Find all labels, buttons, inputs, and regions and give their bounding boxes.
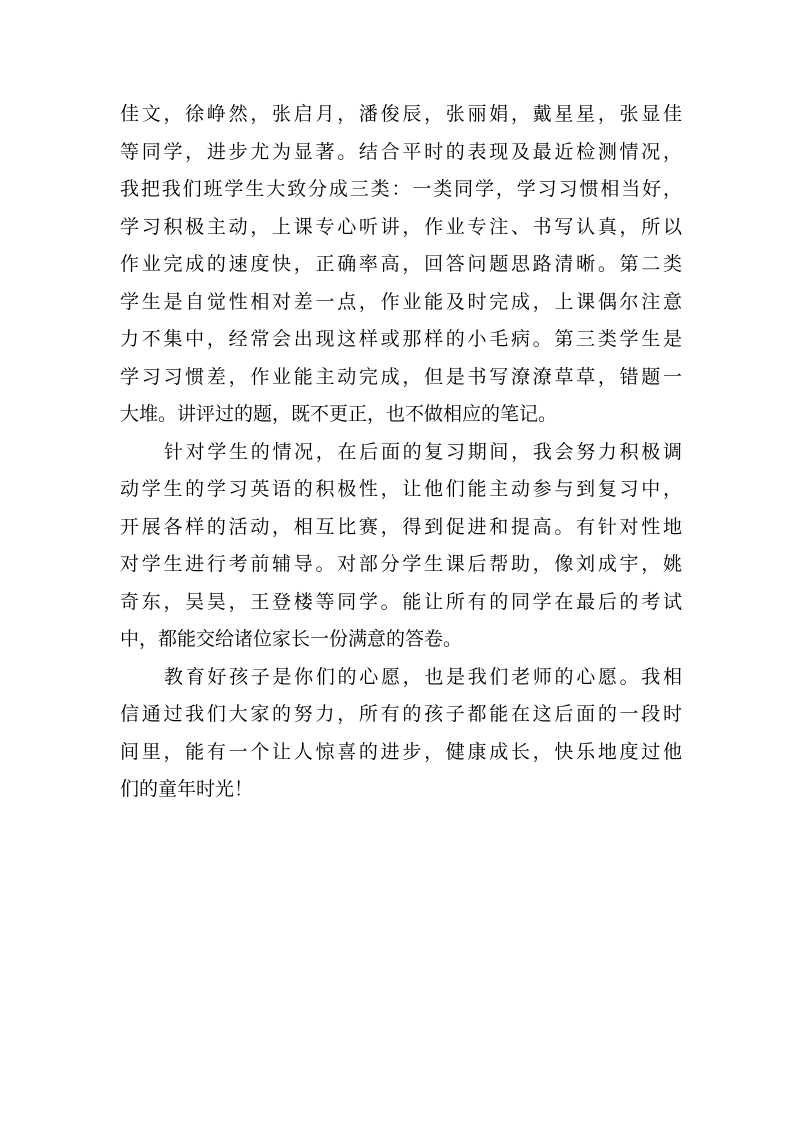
document-body: [120, 96, 682, 809]
text-line: 针对学生的情况，在后面的复习期间，我会努力积极调: [164, 440, 682, 463]
text-line: 等同学，进步尤为显著。结合平时的表现及最近检测情况，: [120, 140, 682, 163]
text-line: 我把我们班学生大致分成三类：一类同学，学习习惯相当好，: [120, 178, 682, 200]
text-line: 对学生进行考前辅导。对部分学生课后帮助，像刘成宇，姚: [120, 553, 682, 575]
paragraph-3: [120, 659, 682, 809]
paragraph-2: [120, 434, 682, 659]
text-line: 大堆。讲评过的题，既不更正，也不做相应的笔记。: [120, 403, 558, 425]
text-line: 信通过我们大家的努力，所有的孩子都能在这后面的一段时: [120, 703, 682, 725]
text-line: 动学生的学习英语的积极性，让他们能主动参与到复习中，: [120, 478, 682, 500]
text-line: 学生是自觉性相对差一点，作业能及时完成，上课偶尔注意: [120, 290, 682, 313]
text-line: 学习习惯差，作业能主动完成，但是书写潦潦草草，错题一: [120, 365, 682, 388]
text-line: 开展各样的活动，相互比赛，得到促进和提高。有针对性地: [120, 515, 682, 538]
text-line: 作业完成的速度快，正确率高，回答问题思路清晰。第二类: [120, 253, 682, 275]
paragraph-1: [120, 96, 682, 434]
text-line: 中，都能交给诸位家长一份满意的答卷。: [120, 628, 463, 650]
text-line: 教育好孩子是你们的心愿，也是我们老师的心愿。我相: [164, 665, 682, 688]
text-line: 佳文，徐峥然，张启月，潘俊辰，张丽娟，戴星星，张显佳: [120, 103, 682, 125]
text-line: 们的童年时光！: [120, 778, 254, 800]
text-line: 力不集中，经常会出现这样或那样的小毛病。第三类学生是: [120, 328, 682, 350]
text-line: 奇东，吴昊，王登楼等同学。能让所有的同学在最后的考试: [120, 590, 682, 613]
text-line: 学习积极主动，上课专心听讲，作业专注、书写认真，所以: [120, 215, 682, 238]
text-line: 间里，能有一个让人惊喜的进步，健康成长，快乐地度过他: [120, 740, 682, 763]
